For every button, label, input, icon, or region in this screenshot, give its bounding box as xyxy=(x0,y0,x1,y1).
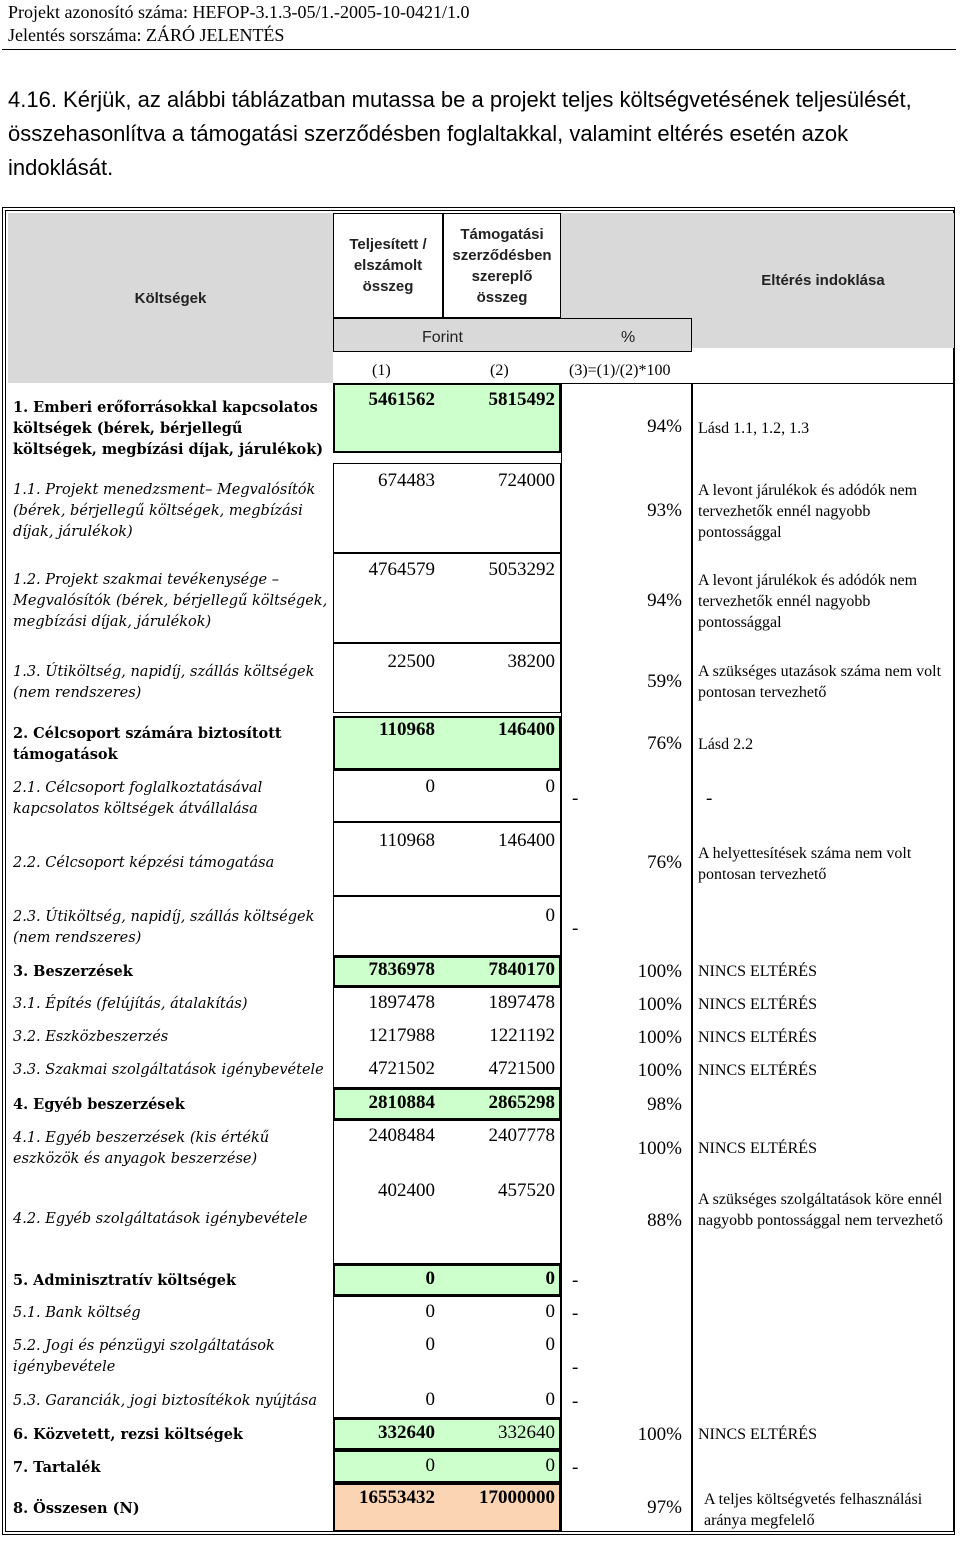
actual-row-7: 0 xyxy=(425,1455,435,1476)
actual-row-5-3: 0 xyxy=(425,1389,435,1410)
actual-row-1-2: 4764579 xyxy=(368,559,435,580)
report-number: Jelentés sorszáma: ZÁRÓ JELENTÉS xyxy=(8,25,285,45)
pct-row-3-1: 100% xyxy=(637,994,682,1015)
pct-row-2-2: 76% xyxy=(647,852,682,873)
note-row-6: NINCS ELTÉRÉS xyxy=(698,1426,817,1443)
header-actual: Teljesített / elszámolt összeg xyxy=(333,213,443,318)
actual-row-1-1: 674483 xyxy=(378,470,435,491)
note-row-2-1: - xyxy=(706,788,713,809)
note-row-8-text: A teljes költségvetés felhasználási aránya megfelelő xyxy=(704,1491,923,1529)
label-row-6: 6. Közvetett, rezsi költségek xyxy=(13,1426,243,1443)
pct-row-2-1: - xyxy=(572,788,579,809)
contract-row-1: 5815492 xyxy=(488,389,555,410)
label-row-2-3: 2.3. Útiköltség, napidíj, szállás költségek (nem rendszeres) xyxy=(13,909,315,946)
label-row-2-1: 2.1. Célcsoport foglalkoztatásával kapcsolatos költségek átvállalása xyxy=(13,780,263,817)
label-row-2-2: 2.2. Célcsoport képzési támogatása xyxy=(13,855,275,871)
label-row-5-2: 5.2. Jogi és pénzügyi szolgáltatások igénybevétele xyxy=(13,1338,275,1375)
label-row-1-1: 1.1. Projekt menedzsment– Megvalósítók (bérek, bérjellegű költségek, megbízási díjak, járulékok) xyxy=(13,482,316,540)
note-row-3-3: NINCS ELTÉRÉS xyxy=(698,1062,817,1079)
pct-row-1-2: 94% xyxy=(647,590,682,611)
actual-row-6: 332640 xyxy=(378,1422,435,1443)
label-row-1-3: 1.3. Útiköltség, napidíj, szállás költségek (nem rendszeres) xyxy=(13,664,315,701)
actual-row-2: 110968 xyxy=(379,719,435,740)
pct-row-4-1: 100% xyxy=(637,1138,682,1159)
note-row-3-1: NINCS ELTÉRÉS xyxy=(698,996,817,1013)
label-row-7: 7. Tartalék xyxy=(13,1459,101,1476)
label-row-1: 1. Emberi erőforrásokkal kapcsolatos költségek (bérek, bérjellegű költségek, megbízási díjak, járulékok) xyxy=(13,399,324,458)
actual-row-5-1: 0 xyxy=(425,1301,435,1322)
label-row-3: 3. Beszerzések xyxy=(13,963,133,980)
pct-row-3: 100% xyxy=(637,961,682,982)
header-contract: Támogatási szerződésben szereplő összeg xyxy=(443,213,561,318)
pct-row-4: 98% xyxy=(647,1094,682,1115)
actual-row-2-1: 0 xyxy=(425,776,435,797)
contract-row-3-1: 1897478 xyxy=(488,992,555,1013)
pct-row-7: - xyxy=(572,1457,579,1478)
label-row-3-3: 3.3. Szakmai szolgáltatások igénybevétele xyxy=(13,1062,324,1078)
header-reason: Eltérés indoklása xyxy=(692,213,954,348)
reason-column xyxy=(692,383,954,1532)
pct-row-3-3: 100% xyxy=(637,1060,682,1081)
label-row-8: 8. Összesen (N) xyxy=(13,1500,140,1517)
contract-row-3-3: 4721500 xyxy=(488,1058,555,1079)
contract-row-2-3: 0 xyxy=(545,905,555,926)
contract-row-8: 17000000 xyxy=(479,1487,555,1508)
pct-row-5-1: - xyxy=(572,1303,579,1324)
actual-row-4-1: 2408484 xyxy=(368,1125,435,1146)
pct-row-4-2: 88% xyxy=(647,1210,682,1231)
actual-row-3-1: 1897478 xyxy=(368,992,435,1013)
pct-row-5: - xyxy=(572,1270,579,1291)
note-row-2-2: A helyettesítések száma nem volt pontosan tervezhető xyxy=(698,845,912,883)
note-row-4-1: NINCS ELTÉRÉS xyxy=(698,1140,817,1157)
actual-row-2-2: 110968 xyxy=(378,830,435,851)
header-costs: Költségek xyxy=(8,213,333,383)
pct-row-2-3: - xyxy=(572,918,579,939)
actual-row-5: 0 xyxy=(425,1268,435,1289)
contract-row-3-2: 1221192 xyxy=(489,1025,555,1046)
contract-row-4-1: 2407778 xyxy=(488,1125,555,1146)
pct-row-2: 76% xyxy=(647,733,682,754)
contract-row-1-1: 724000 xyxy=(498,470,555,491)
contract-row-3: 7840170 xyxy=(488,959,555,980)
unit-row xyxy=(333,318,692,352)
actual-row-3: 7836978 xyxy=(368,959,435,980)
label-row-2: 2. Célcsoport számára biztosított támogatások xyxy=(13,725,282,763)
note-row-1-3: A szükséges utazások száma nem volt pontosan tervezhető xyxy=(698,663,942,701)
note-row-3: NINCS ELTÉRÉS xyxy=(698,963,817,980)
pct-row-5-2: - xyxy=(572,1357,579,1378)
contract-row-5-2: 0 xyxy=(545,1334,555,1355)
pct-column xyxy=(561,383,692,1532)
pct-row-1-1: 93% xyxy=(647,500,682,521)
index-1: (1) xyxy=(372,362,391,379)
contract-row-6: 332640 xyxy=(498,1422,555,1443)
intro-question: 4.16. Kérjük, az alábbi táblázatban mutassa be a projekt teljes költségvetésének teljesülését, összehasonlítva a támogatási szerződésben foglaltakkal, valamint eltérés esetén azok indoklását. xyxy=(8,87,912,180)
note-row-3-2: NINCS ELTÉRÉS xyxy=(698,1029,817,1046)
label-row-5-1: 5.1. Bank költség xyxy=(13,1305,141,1321)
label-row-3-1: 3.1. Építés (felújítás, átalakítás) xyxy=(13,996,248,1012)
label-row-4: 4. Egyéb beszerzések xyxy=(13,1096,185,1113)
label-row-1-2: 1.2. Projekt szakmai tevékenysége – Megvalósítók (bérek, bérjellegű költségek, megbízási díjak, járulékok) xyxy=(13,572,328,630)
pct-row-1: 94% xyxy=(647,416,682,437)
actual-row-5-2: 0 xyxy=(425,1334,435,1355)
index-3: (3)=(1)/(2)*100 xyxy=(569,362,671,379)
header-rule xyxy=(2,49,956,50)
pct-row-6: 100% xyxy=(637,1424,682,1445)
pct-row-3-2: 100% xyxy=(637,1027,682,1048)
label-row-5-3: 5.3. Garanciák, jogi biztosítékok nyújtása xyxy=(13,1393,318,1409)
note-row-8 xyxy=(698,1489,944,1531)
contract-row-5-1: 0 xyxy=(545,1301,555,1322)
note-row-1-1: A levont járulékok és adódók nem tervezhetők ennél nagyobb pontossággal xyxy=(698,482,918,541)
contract-row-2-1: 0 xyxy=(545,776,555,797)
label-row-5: 5. Adminisztratív költségek xyxy=(13,1272,237,1289)
unit-percent: % xyxy=(621,329,636,346)
contract-row-1-3: 38200 xyxy=(507,651,555,672)
actual-row-4-2: 402400 xyxy=(378,1180,435,1201)
label-row-3-2: 3.2. Eszközbeszerzés xyxy=(13,1029,169,1045)
label-row-4-1: 4.1. Egyéb beszerzések (kis értékű eszközök és anyagok beszerzése) xyxy=(13,1130,270,1167)
actual-row-1: 5461562 xyxy=(368,389,435,410)
contract-row-2: 146400 xyxy=(498,719,555,740)
contract-row-4: 2865298 xyxy=(488,1092,555,1113)
contract-row-5: 0 xyxy=(545,1268,555,1289)
contract-row-7: 0 xyxy=(545,1455,555,1476)
contract-row-5-3: 0 xyxy=(545,1389,555,1410)
actual-row-4: 2810884 xyxy=(368,1092,435,1113)
project-id: Projekt azonosító száma: HEFOP-3.1.3-05/1.-2005-10-0421/1.0 xyxy=(8,2,470,22)
contract-row-1-2: 5053292 xyxy=(488,559,555,580)
pct-row-5-3: - xyxy=(572,1391,579,1412)
pct-row-1-3: 59% xyxy=(647,671,682,692)
note-row-4-2: A szükséges szolgáltatások köre ennél nagyobb pontossággal nem tervezhető xyxy=(698,1191,943,1229)
note-row-2: Lásd 2.2 xyxy=(698,736,754,753)
note-row-1-2: A levont járulékok és adódók nem tervezhetők ennél nagyobb pontossággal xyxy=(698,572,918,631)
contract-row-2-2: 146400 xyxy=(498,830,555,851)
actual-row-8: 16553432 xyxy=(359,1487,435,1508)
note-row-1: Lásd 1.1, 1.2, 1.3 xyxy=(698,420,810,437)
pct-row-8: 97% xyxy=(647,1497,682,1518)
actual-row-3-3: 4721502 xyxy=(368,1058,435,1079)
contract-row-4-2: 457520 xyxy=(498,1180,555,1201)
index-2: (2) xyxy=(490,362,509,379)
label-row-4-2: 4.2. Egyéb szolgáltatások igénybevétele xyxy=(13,1211,308,1227)
actual-row-1-3: 22500 xyxy=(387,651,435,672)
unit-forint: Forint xyxy=(422,329,463,346)
actual-row-3-2: 1217988 xyxy=(368,1025,435,1046)
